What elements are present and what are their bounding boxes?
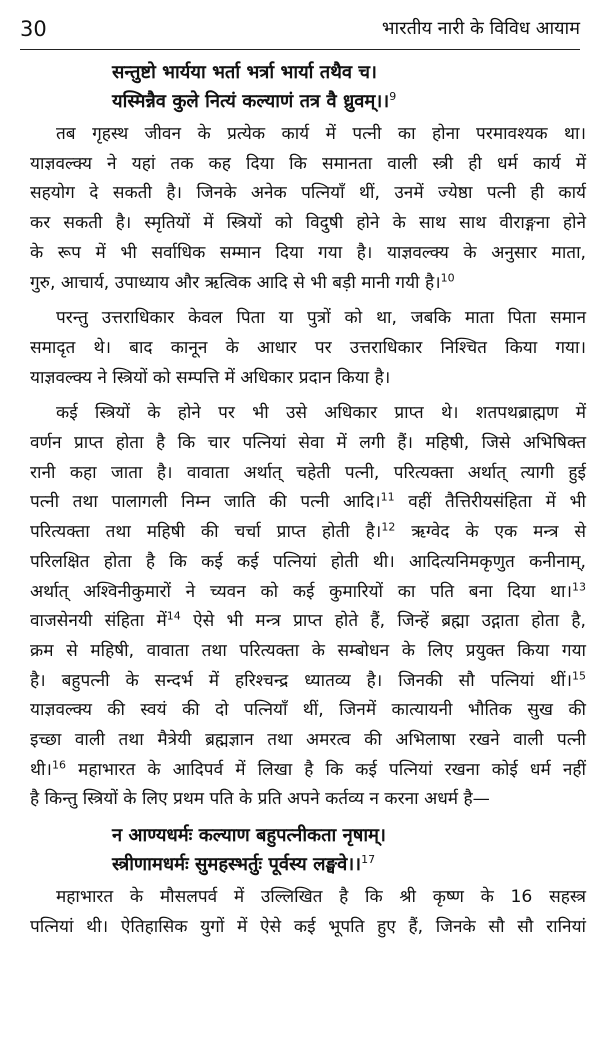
text-line: क्रम से महिषी, वावाता तथा परित्यक्ता के सम्बोधन के लिए प्रयुक्त किया गया xyxy=(30,640,586,661)
verse-line-text: स्त्रीणामधर्मः सुमहस्भर्तुः पूर्वस्य लङ्घवे।। xyxy=(112,854,362,876)
text-span: है। बहुपत्नी के सन्दर्भ में हरिश्चन्द्र ध्यातव्य है। जिनकी सौ पत्नियां थीं। xyxy=(30,670,572,691)
text-line: रानी कहा जाता है। वावाता अर्थात् चहेती पत्नी, परित्यक्ता अर्थात् त्यागी हुई xyxy=(30,462,586,483)
footnote-marker: 14 xyxy=(166,609,181,623)
text-line: परिलक्षित होता है कि कई कई पत्नियां होती थी। आदित्यनिमकृणुत कनीनाम्, xyxy=(30,551,586,572)
footnote-marker: 10 xyxy=(440,270,455,284)
text-span: परित्यक्ता तथा महिषी की चर्चा प्राप्त होती है। xyxy=(30,522,382,543)
paragraph-4 xyxy=(30,883,586,942)
paragraph-1 xyxy=(30,120,586,298)
text-line: के रूप में भी सर्वाधिक सम्मान दिया गया है। याज्ञवल्क्य के अनुसार माता, xyxy=(30,242,586,263)
page-header xyxy=(20,16,580,50)
text-line xyxy=(30,578,586,608)
text-line xyxy=(30,269,586,299)
text-line: समादृत थे। बाद कानून के आधार पर उत्तराधिकार निश्चित किया गया। xyxy=(30,337,586,358)
footnote-marker: 13 xyxy=(572,579,586,593)
text-span: पत्नी तथा पालागली निम्न जाति की पत्नी आदि। xyxy=(30,492,381,513)
text-span: वहीं तैत्तिरीयसंहिता में भी xyxy=(394,492,586,513)
text-line: सहयोग दे सकती है। जिनके अनेक पत्नियाँ थीं, उनमें ज्येष्ठा पत्नी ही कार्य xyxy=(30,183,586,204)
page-number: 30 xyxy=(20,17,47,41)
text-line: तब गृहस्थ जीवन के प्रत्येक कार्य में पत्नी का होना परमावश्यक था। xyxy=(56,124,586,144)
text-line xyxy=(30,756,586,786)
verse-line xyxy=(30,87,586,116)
text-line: महाभारत के मौसलपर्व में उल्लिखित है कि श्री कृष्ण के 16 सहस्त्र xyxy=(56,887,586,908)
text-line: कई स्त्रियों के होने पर भी उसे अधिकार प्राप्त थे। शतपथब्राह्मण में xyxy=(56,403,586,424)
text-line: वर्णन प्राप्त होता है कि चार पत्नियां सेवा में लगी हैं। महिषी, जिसे अभिषिक्त xyxy=(30,433,586,454)
footnote-marker: 11 xyxy=(380,490,395,504)
verse-line: सन्तुष्टो भार्यया भर्ता भर्त्रा भार्या तथैव च। xyxy=(112,62,377,83)
text-line xyxy=(30,607,586,637)
text-line: याज्ञवल्क्य ने यहां तक कह दिया कि समानता वाली स्त्री ही धर्म कार्य में xyxy=(30,153,586,174)
footnote-marker: 15 xyxy=(572,668,586,682)
running-title: भारतीय नारी के विविध आयाम xyxy=(381,18,580,39)
verse-line: न आण्यधर्मः कल्याण बहुपत्नीकता नृषाम्। xyxy=(112,825,386,847)
text-line xyxy=(30,518,586,548)
footnote-marker: 16 xyxy=(51,758,66,772)
text-line: याज्ञवल्क्य की स्वयं की दो पत्नियाँ थीं, जिनमें कात्यायनी भौतिक सुख की xyxy=(30,700,586,721)
text-line: पत्नियां थी। ऐतिहासिक युगों में ऐसे कई भूपति हुए हैं, जिनके सौ सौ रानियां xyxy=(30,916,586,937)
page-body xyxy=(30,58,586,943)
text-line: इच्छा वाली तथा मैत्रेयी ब्रह्मज्ञान तथा अमरत्व की अभिलाषा रखने वाली पत्नी xyxy=(30,730,586,751)
text-line: है किन्तु स्त्रियों के लिए प्रथम पति के प्रति अपने कर्तव्य न करना अधर्म है— xyxy=(30,789,490,810)
footnote-marker: 9 xyxy=(389,89,397,103)
text-line xyxy=(30,667,586,697)
sanskrit-verse-1 xyxy=(30,58,586,116)
text-span: थी। xyxy=(30,759,52,780)
text-line xyxy=(30,488,586,518)
text-line: याज्ञवल्क्य ने स्त्रियों को सम्पत्ति में अधिकार प्रदान किया है। xyxy=(30,367,391,388)
verse-line-text: यस्मिन्नैव कुले नित्यं कल्याणं तत्र वै ध्रुवम्।। xyxy=(112,91,390,112)
footnote-marker: 17 xyxy=(361,853,376,867)
text-span: महाभारत के आदिपर्व में लिखा है कि कई पत्नियां रखना कोई धर्म नहीं xyxy=(65,759,586,780)
text-span: अर्थात् अश्विनीकुमारों ने च्यवन को कई कुमारियों का पति बना दिया था। xyxy=(30,581,572,602)
sanskrit-verse-2 xyxy=(30,821,586,879)
paragraph-3 xyxy=(30,399,586,815)
text-span: वाजसेनयी संहिता में xyxy=(30,611,167,632)
paragraph-2 xyxy=(30,304,586,393)
text-line: कर सकती है। स्मृतियों में स्त्रियों को विदुषी होने के साथ साथ वीराङ्गना होने xyxy=(30,213,586,234)
footnote-marker: 12 xyxy=(381,520,396,534)
header-rule xyxy=(20,49,580,50)
text-span: ऐसे भी मन्त्र प्राप्त होते हैं, जिन्हें ब्रह्मा उद्गाता होता है, xyxy=(180,611,586,632)
verse-line xyxy=(30,850,586,879)
text-line: परन्तु उत्तराधिकार केवल पिता या पुत्रों को था, जबकि माता पिता समान xyxy=(56,308,586,329)
text-span: गुरु, आचार्य, उपाध्याय और ऋत्विक आदि से भी बड़ी मानी गयी है। xyxy=(30,272,441,293)
text-span: ऋग्वेद के एक मन्त्र से xyxy=(395,522,586,543)
